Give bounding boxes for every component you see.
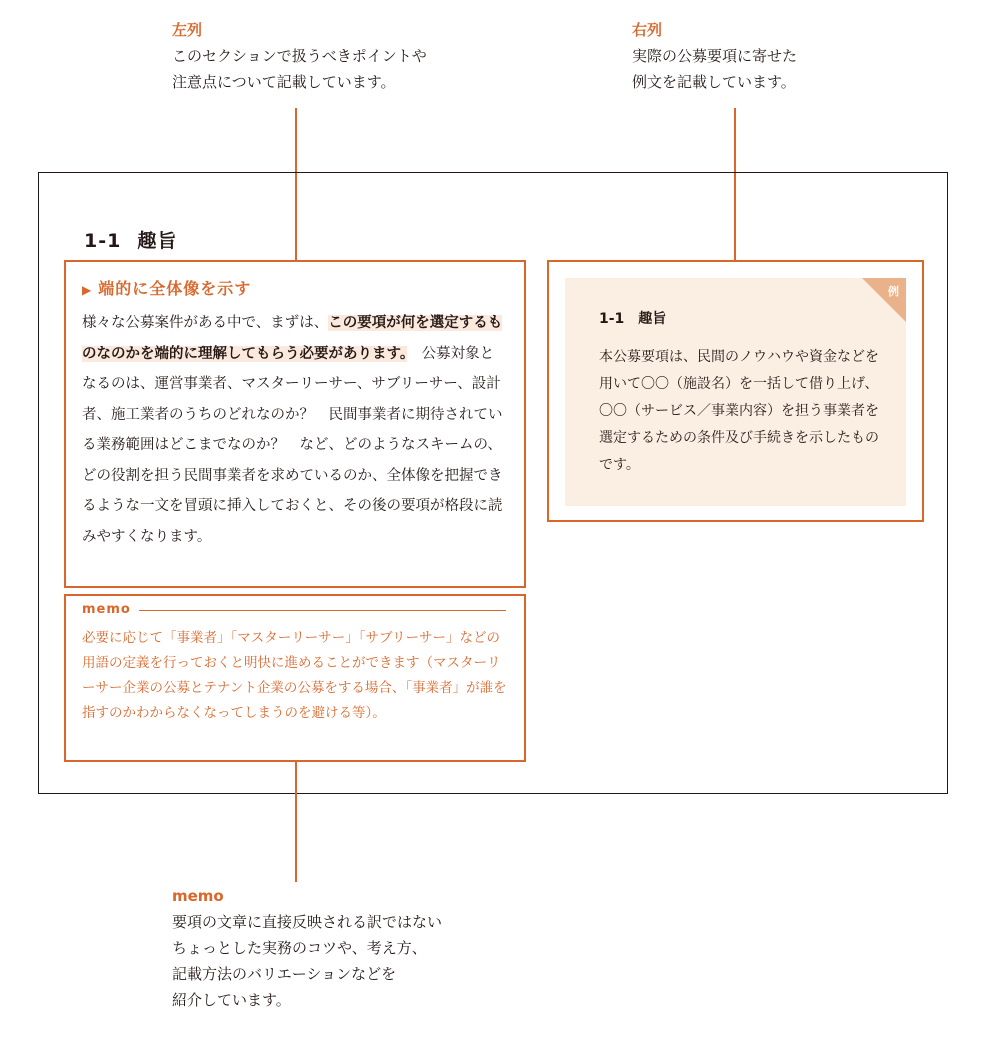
memo-callout-line: 記載方法のバリエーションなどを <box>172 965 397 983</box>
left-column-callout-line: 注意点について記載しています。 <box>172 73 396 91</box>
left-column-callout-title: 左列 <box>172 21 203 39</box>
section-title-text: 趣旨 <box>137 230 178 252</box>
section-number: 1-1 <box>84 230 122 252</box>
example-text: 本公募要項は、民間のノウハウや資金などを用いて〇〇（施設名）を一括して借り上げ、〇〇（サービス／事業内容）を担う事業者を選定するための条件及び手続きを示したものです。 <box>599 349 879 473</box>
memo-box <box>64 594 526 762</box>
right-column-callout <box>632 20 932 95</box>
point-box <box>64 260 526 588</box>
point-lead: 様々な公募案件がある中で、まずは、 <box>82 315 329 331</box>
section-title <box>84 226 177 253</box>
right-column-callout-title: 右列 <box>632 21 663 39</box>
example-corner-tab <box>862 278 906 322</box>
memo-callout-title: memo <box>172 887 224 905</box>
right-column-callout-line: 実際の公募要項に寄せた <box>632 47 798 65</box>
point-body <box>82 308 508 552</box>
memo-label: memo <box>82 602 139 617</box>
left-column-callout <box>172 20 492 95</box>
point-rest: 公募対象となるのは、運営事業者、マスターリーサー、サブリーサー、設計者、施工業者のうちのどれなのか？ 民間事業者に期待されている業務範囲はどこまでなのか？ など、どのようなスキームの、どの役割を担う民間事業者を求めているのか、全体像を把握できるような一文を冒頭に挿入しておくと、その後の要項が格段に読みやすくなります。 <box>82 345 503 545</box>
point-heading <box>82 276 251 299</box>
point-heading-text: 端的に全体像を示す <box>98 279 252 298</box>
example-card <box>565 278 906 506</box>
example-badge: 例 <box>888 285 899 298</box>
example-number: 1-1 <box>599 311 625 327</box>
memo-callout-line: 紹介しています。 <box>172 991 291 1009</box>
triangle-marker-icon: ▶ <box>82 283 93 297</box>
point-emphasis: この要項が何を選定するものなのかを端的に理解してもらう必要があります。 <box>82 315 503 362</box>
memo-callout-line: 要項の文章に直接反映される訳ではない <box>172 913 443 931</box>
example-title <box>599 308 666 328</box>
right-column-callout-line: 例文を記載しています。 <box>632 73 796 91</box>
memo-divider <box>82 610 506 611</box>
example-box <box>547 260 924 522</box>
memo-callout <box>172 886 532 1013</box>
memo-connector-line <box>295 762 297 882</box>
example-title-text: 趣旨 <box>638 311 667 327</box>
left-column-callout-line: このセクションで扱うべきポイントや <box>172 47 427 65</box>
memo-text: 必要に応じて「事業者」「マスターリーサー」「サブリーサー」などの用語の定義を行っておくと明快に進めることができます（マスターリーサー企業の公募とテナント企業の公募をする場合、「事業者」が誰を指すのかわからなくなってしまうのを避ける等）。 <box>82 630 507 721</box>
memo-callout-line: ちょっとした実務のコツや、考え方、 <box>172 939 427 957</box>
